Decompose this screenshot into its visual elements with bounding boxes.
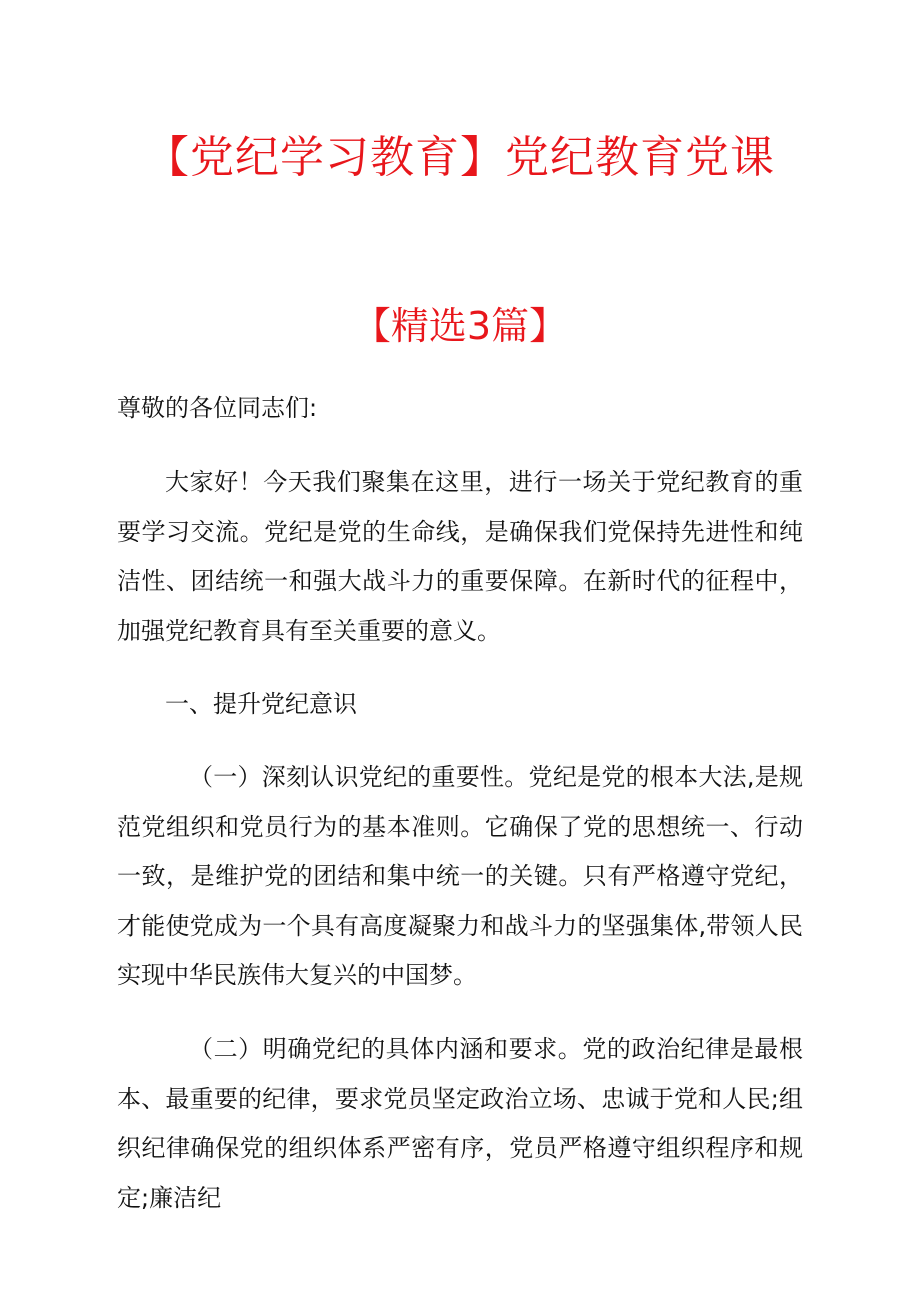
salutation: 尊敬的各位同志们: — [117, 394, 318, 422]
paragraph-point-1: （一）深刻认识党纪的重要性。党纪是党的根本大法,是规范党组织和党员行为的基本准则。它确保了党的思想统一、行动一致，是维护党的团结和集中统一的关键。只有严格遵守党纪，才能使党成为一个具有高度凝聚力和战斗力的坚强集体,带领人民实现中华民族伟大复兴的中国梦。 — [117, 763, 803, 989]
paragraph-opening: 大家好！今天我们聚集在这里，进行一场关于党纪教育的重要学习交流。党纪是党的生命线，是确保我们党保持先进性和纯洁性、团结统一和强大战斗力的重要保障。在新时代的征程中，加强党纪教育具有至关重要的意义。 — [117, 468, 803, 645]
document-title: 【党纪学习教育】党纪教育党课 — [145, 132, 775, 183]
document-subtitle: 【精选3篇】 — [352, 304, 568, 348]
section-heading: 一、提升党纪意识 — [165, 690, 357, 718]
paragraph-point-2: （二）明确党纪的具体内涵和要求。党的政治纪律是最根本、最重要的纪律，要求党员坚定政治立场、忠诚于党和人民;组织纪律确保党的组织体系严密有序，党员严格遵守组织程序和规定;廉洁纪 — [117, 1035, 803, 1212]
